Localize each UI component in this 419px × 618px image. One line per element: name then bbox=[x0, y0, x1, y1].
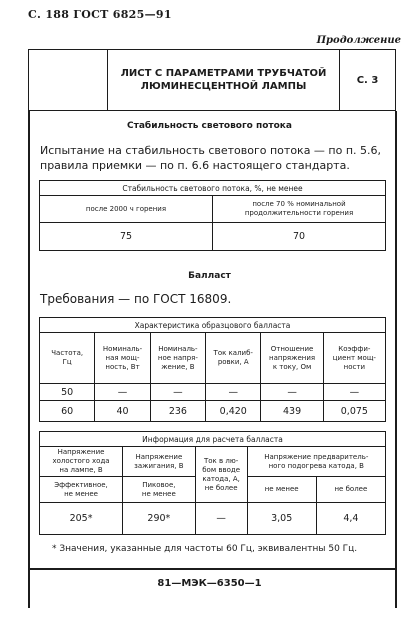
table-cell: 439 bbox=[261, 401, 323, 422]
header-rated-voltage-line-2: ное напря- bbox=[157, 353, 198, 362]
table-row bbox=[40, 503, 386, 535]
header-rated-power-line-3: ность, Вт bbox=[105, 362, 140, 371]
header-ignition-line-2: зажигания, В bbox=[134, 461, 184, 470]
header-frequency-line-1: Частота, bbox=[51, 349, 84, 357]
header-ocv-line-2: холостого хода bbox=[52, 457, 110, 465]
header-preheat-line-1: Напряжение предваритель- bbox=[264, 452, 369, 461]
header-ratio-line-2: напряжения bbox=[269, 353, 316, 362]
footer-rule bbox=[28, 568, 396, 570]
value-ignition-voltage: 290* bbox=[123, 503, 196, 535]
title-line-1: ЛИСТ С ПАРАМЕТРАМИ ТРУБЧАТОЙ bbox=[120, 68, 327, 79]
table-cell: 0,075 bbox=[323, 401, 385, 422]
header-rated-power-line-2: ная мощ- bbox=[105, 353, 140, 362]
header-frequency bbox=[40, 333, 95, 384]
page-footer: 81—МЭК—6350—1 bbox=[157, 578, 262, 589]
subheader-effective-line-1: Эффективное, bbox=[54, 480, 108, 489]
header-voltage-current-ratio bbox=[261, 333, 323, 384]
footnote: * Значения, указанные для частоты 60 Гц, эквивалентны 50 Гц. bbox=[52, 544, 358, 554]
page-header: С. 188 ГОСТ 6825—91 bbox=[28, 8, 172, 21]
table-cell: — bbox=[150, 384, 205, 401]
ballast-calculation-caption: Информация для расчета балласта bbox=[40, 432, 386, 447]
subheader-effective-line-2: не менее bbox=[64, 489, 98, 498]
left-border bbox=[28, 111, 30, 608]
header-power-factor-line-1: Коэффи- bbox=[338, 344, 371, 353]
header-ignition-voltage bbox=[123, 447, 196, 477]
title-block bbox=[28, 49, 396, 111]
stability-col-70pct bbox=[213, 196, 386, 223]
value-open-circuit-voltage: 205* bbox=[40, 503, 123, 535]
continuation-label: Продолжение bbox=[316, 35, 401, 46]
table-cell: — bbox=[261, 384, 323, 401]
stability-col-70pct-line-2: продолжительности горения bbox=[244, 209, 354, 217]
stability-col-2000h: после 2000 ч горения bbox=[40, 196, 213, 223]
header-current-line-4: не более bbox=[204, 483, 238, 492]
header-frequency-line-2: Гц bbox=[62, 358, 72, 366]
value-preheat-max: 4,4 bbox=[316, 503, 385, 535]
stability-table-caption: Стабильность светового потока, %, не менее bbox=[40, 181, 386, 196]
header-ocv-line-1: Напряжение bbox=[57, 448, 105, 456]
header-ocv-line-3: на лампе, В bbox=[59, 466, 103, 474]
title-block-blank-cell bbox=[29, 50, 108, 110]
reference-ballast-table bbox=[39, 317, 386, 422]
header-current-line-2: бом вводе bbox=[202, 465, 241, 474]
header-ratio-line-1: Отношение bbox=[270, 344, 314, 353]
section-title-stability: Стабильность светового потока bbox=[127, 121, 292, 131]
subheader-peak bbox=[123, 477, 196, 503]
header-power-factor-line-2: циент мощ- bbox=[332, 353, 376, 362]
stability-col-70pct-line-1: после 70 % номинальной bbox=[252, 200, 346, 208]
sheet-number: С. 3 bbox=[339, 50, 395, 110]
subheader-effective bbox=[40, 477, 123, 503]
header-preheat-line-2: ного подогрева катода, В bbox=[268, 461, 364, 470]
value-preheat-min: 3,05 bbox=[247, 503, 316, 535]
table-cell: 0,420 bbox=[206, 401, 261, 422]
value-cathode-current: — bbox=[195, 503, 247, 535]
header-rated-voltage bbox=[150, 333, 205, 384]
title-block-title bbox=[107, 50, 340, 110]
header-rated-voltage-line-1: Номиналь- bbox=[158, 344, 198, 353]
header-open-circuit-voltage bbox=[40, 447, 123, 477]
header-ratio-line-3: к току, Ом bbox=[272, 362, 312, 371]
title-line-2: ЛЮМИНЕСЦЕНТНОЙ ЛАМПЫ bbox=[140, 81, 307, 92]
subheader-max: не более bbox=[316, 477, 385, 503]
table-cell: 236 bbox=[150, 401, 205, 422]
table-cell: — bbox=[206, 384, 261, 401]
header-preheat-voltage bbox=[247, 447, 385, 477]
ballast-text: Требования — по ГОСТ 16809. bbox=[40, 292, 232, 306]
table-row bbox=[40, 401, 386, 422]
header-cathode-current bbox=[195, 447, 247, 503]
table-cell: 50 bbox=[40, 384, 95, 401]
ballast-calculation-header-row bbox=[40, 447, 386, 477]
reference-ballast-caption: Характеристика образцового балласта bbox=[40, 318, 386, 333]
header-rated-power bbox=[95, 333, 150, 384]
table-cell: — bbox=[95, 384, 150, 401]
ballast-calculation-table bbox=[39, 431, 386, 535]
stability-text-line-1: Испытание на стабильность светового потока — по п. 5.6, bbox=[40, 144, 382, 157]
header-calibration-current-line-1: Ток калиб- bbox=[213, 349, 253, 357]
header-calibration-current-line-2: ровки, А bbox=[217, 358, 249, 366]
section-title-ballast: Балласт bbox=[188, 271, 231, 281]
header-current-line-3: катода, А, bbox=[202, 474, 240, 483]
subheader-peak-line-2: не менее bbox=[141, 489, 176, 498]
header-rated-power-line-1: Номиналь- bbox=[102, 344, 143, 353]
header-rated-voltage-line-3: жение, В bbox=[161, 362, 195, 371]
stability-text-line-2: правила приемки — по п. 6.6 настоящего стандарта. bbox=[40, 159, 350, 172]
header-calibration-current bbox=[206, 333, 261, 384]
header-power-factor bbox=[323, 333, 385, 384]
subheader-peak-line-1: Пиковое, bbox=[142, 480, 176, 489]
right-border bbox=[395, 111, 397, 608]
stability-table bbox=[39, 180, 386, 251]
stability-value-2000h: 75 bbox=[40, 223, 213, 251]
stability-value-70pct: 70 bbox=[213, 223, 386, 251]
table-cell: 60 bbox=[40, 401, 95, 422]
table-cell: — bbox=[323, 384, 385, 401]
table-cell: 40 bbox=[95, 401, 150, 422]
header-power-factor-line-3: ности bbox=[343, 362, 366, 371]
table-row bbox=[40, 384, 386, 401]
header-ignition-line-1: Напряжение bbox=[135, 452, 183, 461]
subheader-min: не менее bbox=[247, 477, 316, 503]
header-current-line-1: Ток в лю- bbox=[204, 456, 239, 465]
reference-ballast-header-row bbox=[40, 333, 386, 384]
